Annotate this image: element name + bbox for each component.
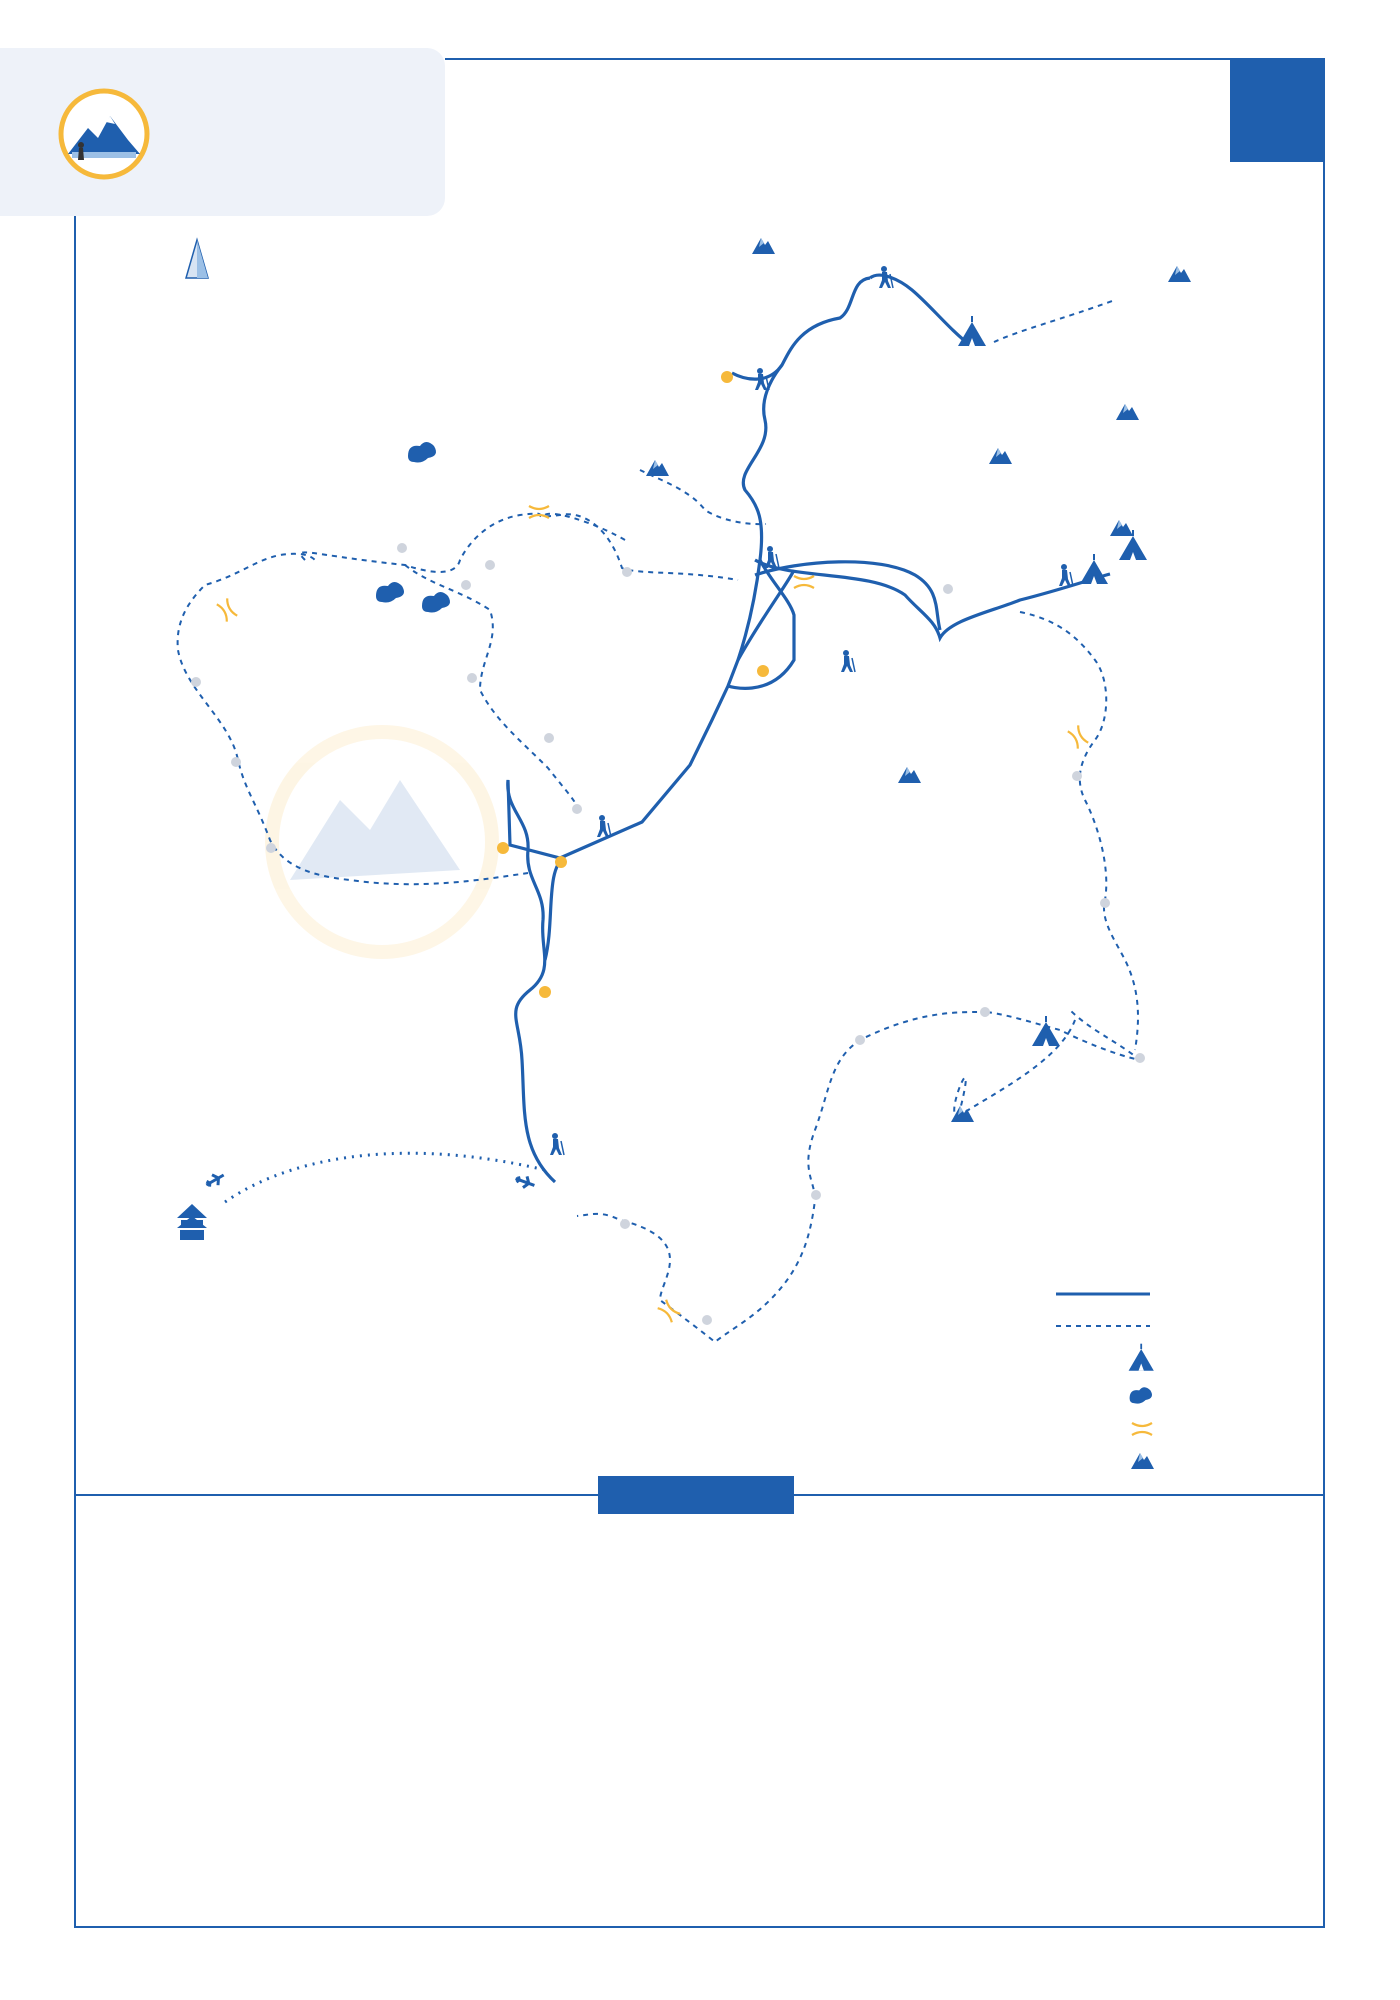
hiker-icon — [597, 815, 611, 837]
pass-icon-renjo-la — [217, 598, 237, 621]
tent-icon-island-base-camp — [1080, 554, 1108, 584]
lake-icon — [376, 582, 404, 603]
legend-lake-icon — [1130, 1387, 1152, 1403]
mountain-icon-everest — [1168, 266, 1191, 282]
temple-icon — [177, 1204, 207, 1240]
legend-tent-icon — [1129, 1344, 1154, 1371]
hiker-icon — [765, 546, 779, 568]
flight-route — [225, 1153, 545, 1202]
pass-icon-kongma-la — [794, 576, 814, 588]
pass-icon-cho-la — [529, 506, 549, 518]
mountain-icon-island-peak — [1110, 520, 1133, 536]
plane-icon — [514, 1173, 537, 1191]
hiker-icon — [841, 650, 855, 672]
plane-icon — [203, 1170, 226, 1190]
trekking-routes — [508, 275, 1110, 1182]
lake-icon — [422, 592, 450, 613]
watermark — [0, 0, 492, 952]
mountain-icon-lobuche-east — [646, 460, 669, 476]
hiker-icon — [550, 1133, 564, 1155]
hiker-icon — [1059, 564, 1073, 586]
mountain-icon-nuptse — [989, 448, 1012, 464]
hiker-icon — [879, 266, 893, 288]
legend — [1056, 1294, 1154, 1469]
lake-icon — [408, 442, 436, 463]
legend-pass-icon — [1132, 1423, 1152, 1435]
altitude-chart-badge — [598, 1476, 794, 1514]
pass-icon-zatrwa-la — [658, 1300, 681, 1323]
mountain-icon-ama-dablam — [898, 767, 921, 783]
mountain-icon-pumori — [752, 238, 775, 254]
north-arrow-icon — [186, 240, 208, 278]
tent-icon-mera-bc — [1032, 1016, 1060, 1046]
pass-icon-amphu-labsta — [1068, 725, 1088, 748]
altitude-chart — [0, 1530, 1400, 1960]
legend-mountain-icon — [1131, 1453, 1154, 1469]
tent-icon-everest-base-camp — [958, 316, 986, 346]
mountain-icon-lhotse — [1116, 404, 1139, 420]
